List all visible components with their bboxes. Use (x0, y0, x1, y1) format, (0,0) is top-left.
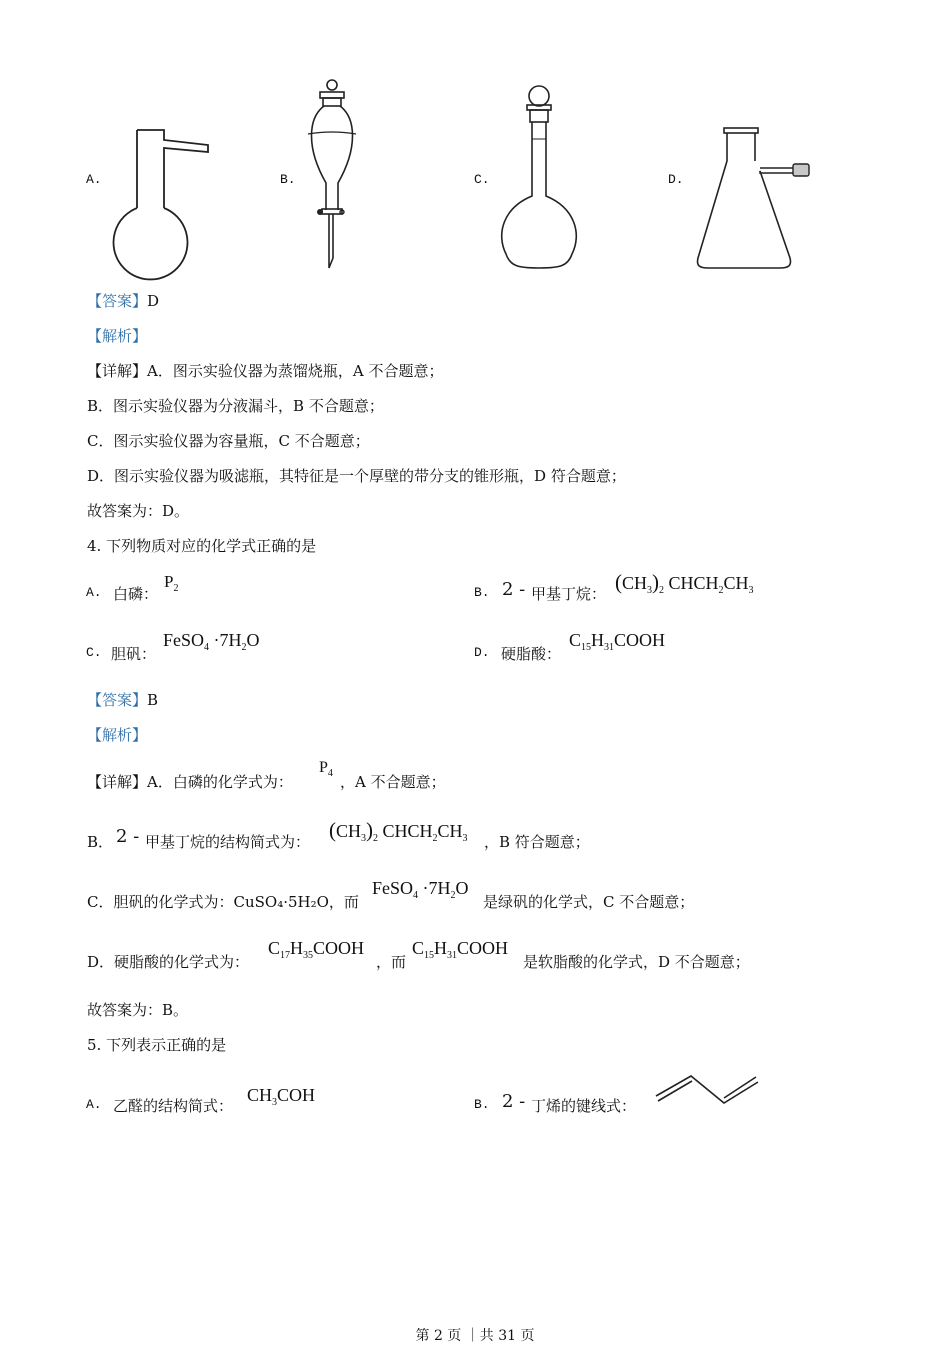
q4-option-a-text: 白磷： (113, 585, 159, 603)
q4-detail-a (87, 771, 293, 792)
q4-detail-d-pre: D．硬脂酸的化学式为： (87, 953, 250, 971)
suction-flask-icon (694, 126, 814, 272)
q4-detail-b-label: B． (87, 833, 114, 851)
q4-detail-b-pre: 甲基丁烷的结构简式为： (145, 833, 311, 851)
q4-option-a-label: A. (86, 585, 102, 600)
q3-detail-c: C．图示实验仪器为容量瓶，C 不合题意； (87, 432, 370, 450)
separatory-funnel-icon (300, 78, 370, 270)
answer-tag: 【答案】 (87, 691, 148, 709)
option-b-label: B. (280, 172, 296, 187)
q4-detail-d-post: 是软脂酸的化学式，D 不合题意； (523, 953, 750, 971)
q4-answer-line (87, 689, 158, 710)
q4-conclusion: 故答案为：B。 (87, 1001, 189, 1019)
q3-detail-a (87, 360, 443, 381)
q4-detail-b-post: ，B 符合题意； (484, 833, 590, 851)
q4-option-c-label: C. (86, 645, 102, 660)
formula-c17h35cooh: $C_{17}H_{35}COOH$ (268, 938, 365, 961)
q4-detail-d-mid: ，而 (376, 953, 407, 971)
option-d-label: D. (668, 172, 684, 187)
formula-c15h31cooh-detail: $C_{15}H_{31}COOH$ (412, 938, 509, 961)
q3-detail-b: B．图示实验仪器为分液漏斗，B 不合题意； (87, 397, 384, 415)
q4-detail-c-post: 是绿矾的化学式，C 不合题意； (483, 893, 695, 911)
detail-text: A．白磷的化学式为： (147, 773, 293, 791)
answer-value: D (147, 292, 160, 310)
q4-stem: 4. 下列物质对应的化学式正确的是 (87, 537, 317, 555)
q4-option-c-text: 胆矾： (111, 645, 157, 663)
page-footer: 第 2 页 ｜共 31 页 (415, 1328, 535, 1344)
q4-option-d-text: 硬脂酸： (501, 645, 562, 663)
q3-detail-d: D．图示实验仪器为吸滤瓶，其特征是一个厚壁的带分支的锥形瓶，D 符合题意； (87, 467, 626, 485)
answer-value: B (147, 691, 159, 709)
q5-stem: 5. 下列表示正确的是 (87, 1036, 227, 1054)
q3-conclusion: 故答案为：D。 (87, 502, 190, 520)
q5-option-a-label: A. (86, 1097, 102, 1112)
formula-p2: $P_2$ (164, 572, 179, 594)
q5-option-a-text: 乙醛的结构简式： (113, 1097, 234, 1115)
q4-option-b-text: 甲基丁烷： (531, 585, 607, 603)
distilling-flask-icon (110, 128, 214, 272)
analysis-tag: 【解析】 (87, 327, 148, 345)
option-c-label: C. (474, 172, 490, 187)
formula-feso4: FeSO$_4$ $\cdot 7H_2O$ (163, 630, 260, 653)
q4-detail-a-post: ，A 不合题意； (340, 773, 446, 791)
formula-c15h31cooh: $C_{15}H_{31}COOH$ (569, 630, 666, 653)
formula-2-methylbutane: $(CH_3)_2$ $CHCH_2CH_3$ (615, 570, 754, 596)
q4-option-b-label: B. (474, 585, 490, 600)
q5-option-b-prefix: 2 - (502, 1091, 526, 1112)
q5-option-b-text: 丁烯的键线式： (531, 1097, 637, 1115)
q4-detail-b-prefix: 2 - (116, 826, 140, 847)
butadiene-skeletal-icon (652, 1072, 762, 1108)
formula-p4: $P_4$ (319, 759, 333, 779)
detail-tag: 【详解】 (87, 773, 148, 791)
formula-ch3coh: $CH_3COH$ (247, 1085, 316, 1108)
q4-option-d-label: D. (474, 645, 490, 660)
q4-option-b-prefix: 2 - (502, 579, 526, 600)
option-a-label: A. (86, 172, 102, 187)
q4-detail-c-pre: C．胆矾的化学式为：CuSO₄·5H₂O，而 (87, 893, 359, 911)
analysis-tag: 【解析】 (87, 726, 148, 744)
q3-answer-line (87, 290, 159, 311)
detail-tag: 【详解】 (87, 362, 148, 380)
answer-tag: 【答案】 (87, 292, 148, 310)
formula-2-methylbutane-detail: $(CH_3)_2$ $CHCH_2CH_3$ (329, 818, 468, 844)
detail-text: A．图示实验仪器为蒸馏烧瓶，A 不合题意； (147, 362, 444, 380)
q5-option-b-label: B. (474, 1097, 490, 1112)
formula-feso4-detail: FeSO$_4$ $\cdot 7H_2O$ (372, 878, 469, 901)
volumetric-flask-icon (498, 84, 582, 272)
